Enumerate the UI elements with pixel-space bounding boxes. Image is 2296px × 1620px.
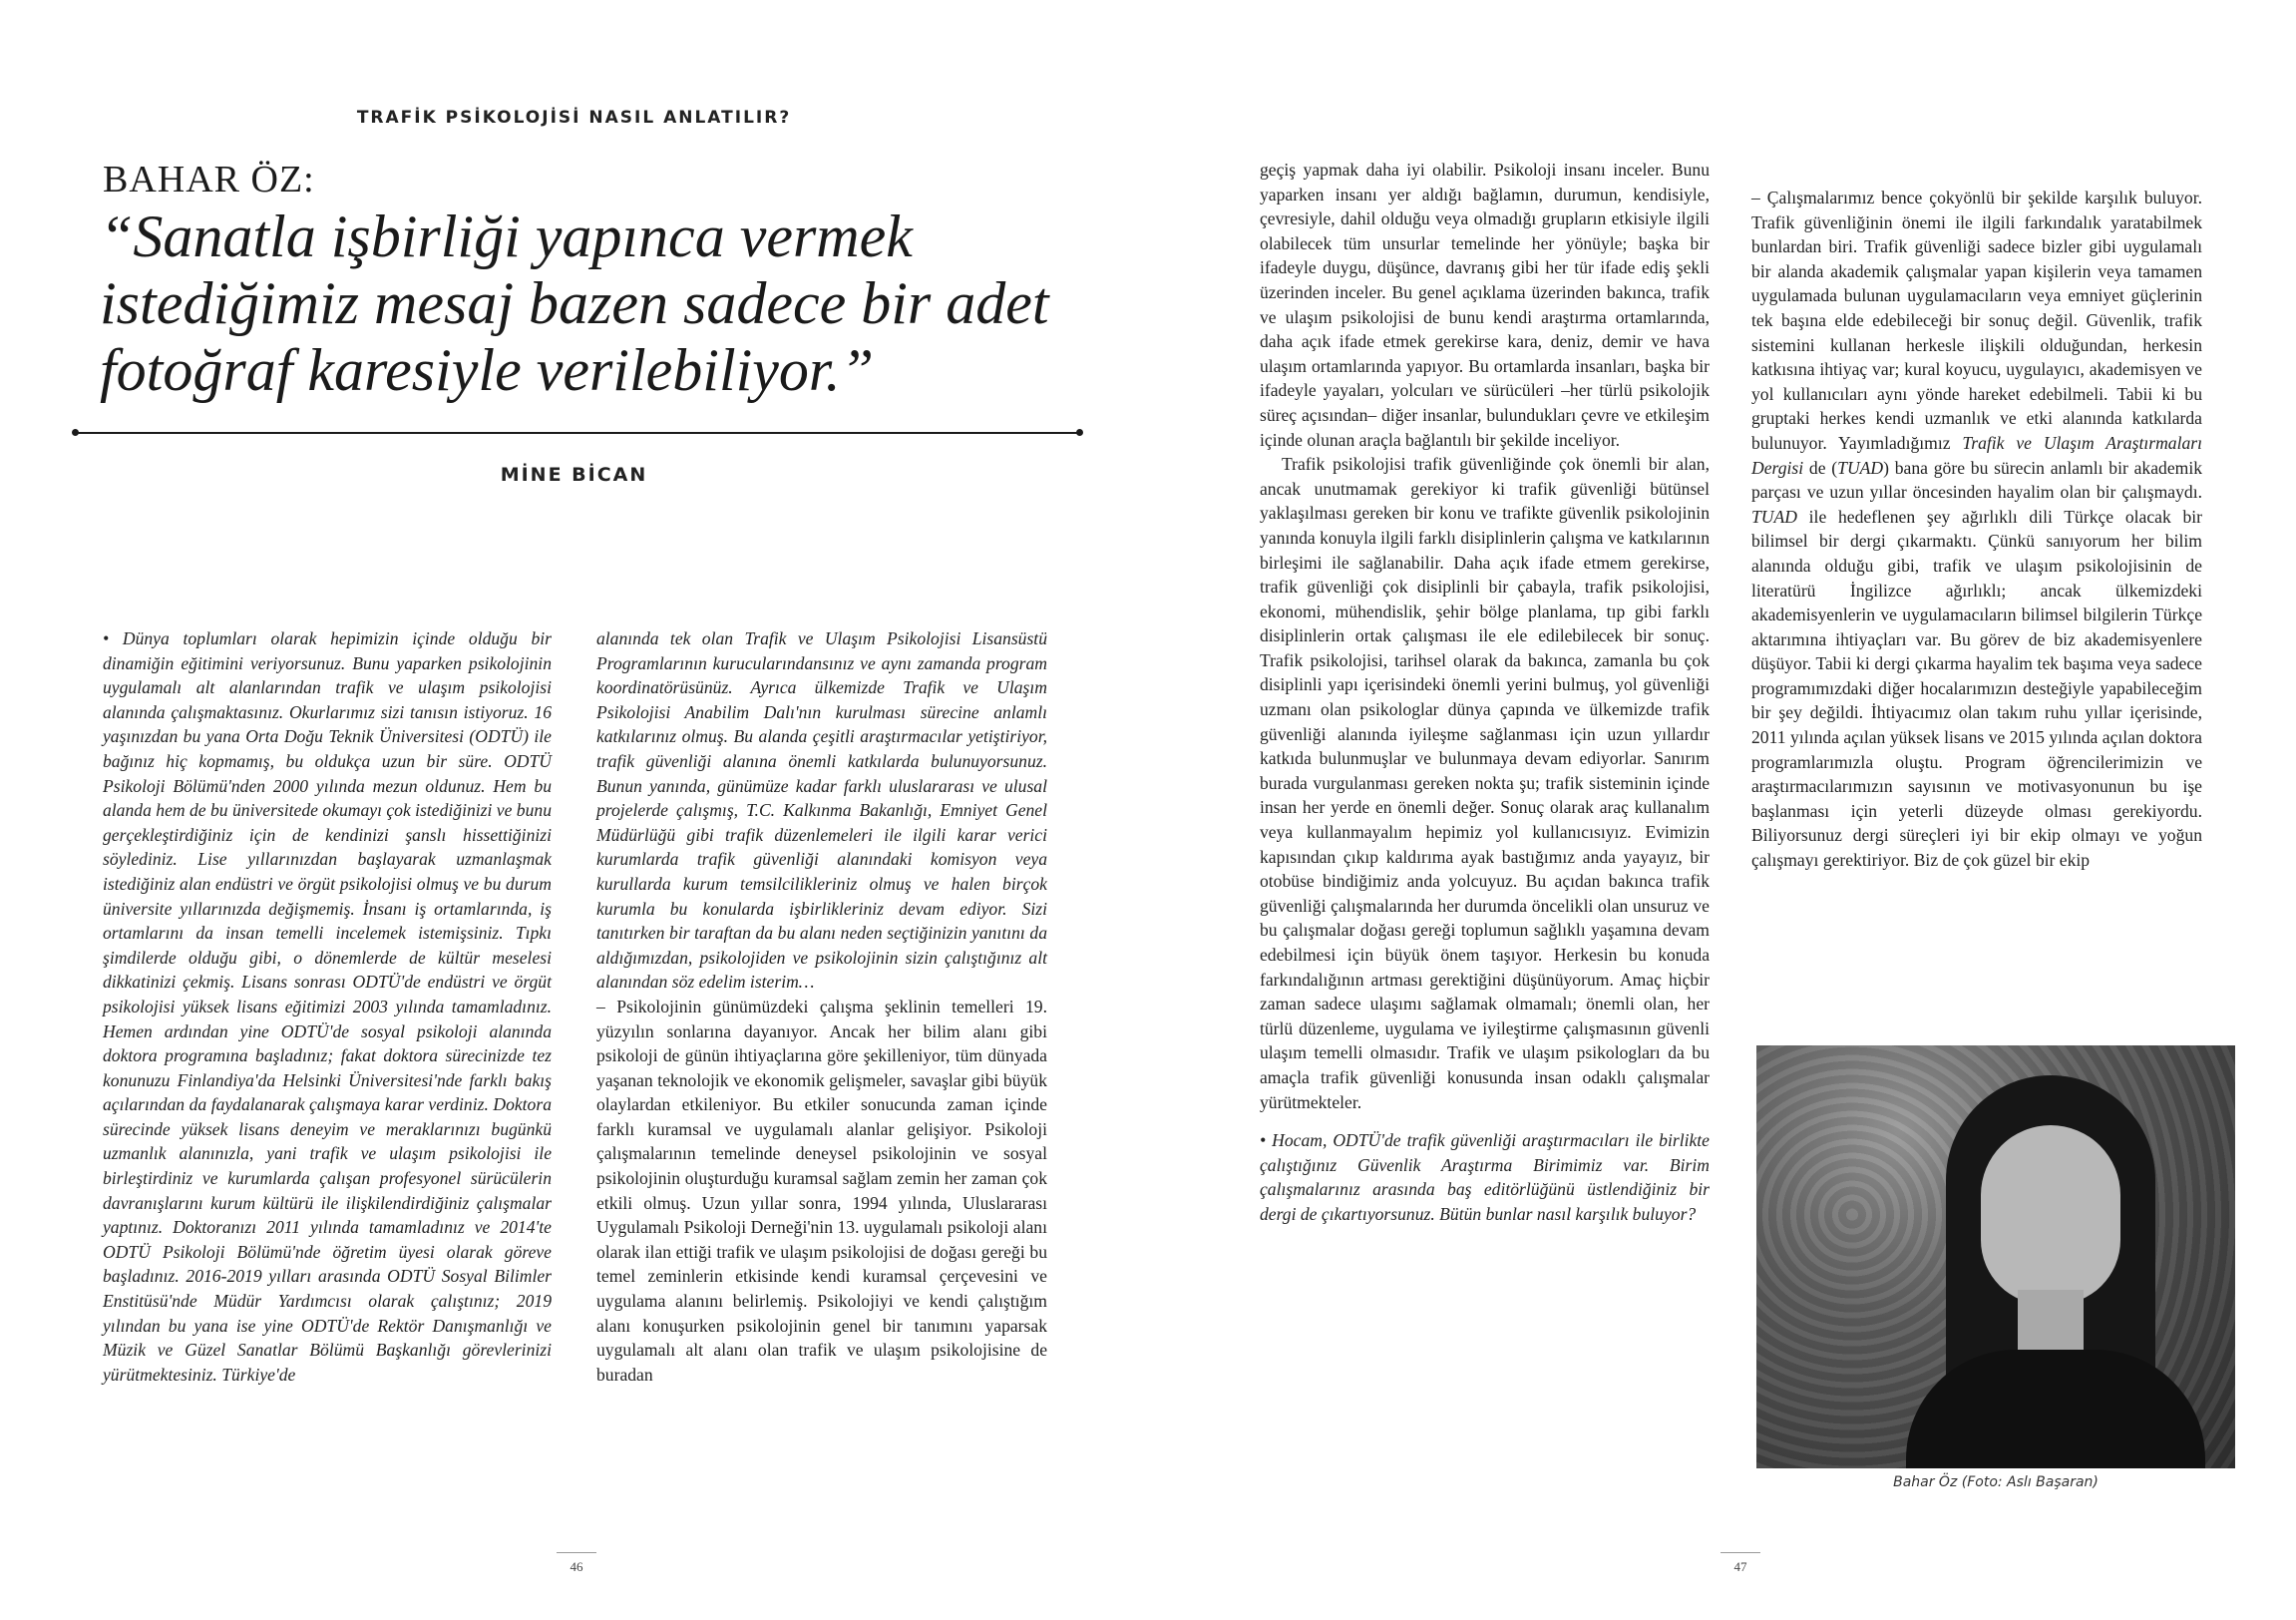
journal-name: Trafik ve Ulaşım Araştırmaları Dergisi [1751, 432, 2202, 478]
answer-paragraph: – Çalışmalarımız bence çokyönlü bir şekilde karşılık buluyor. Trafik güvenliğinin önemi ile ilgili farkındalık yaratabilmek bunlardan biri. Trafik güvenliği sadece bizler gibi uygulamalı bir alanda akademik çalışmalar yapan kişilerin veya tamamen uygulamada bulunan uygulamacıların veya emniyet güçlerinin tek başına elde edebileceği bir sonuç değil. Güvenlik, trafik sistemini kullanan herkesle ilişkili olduğundan, herkesin katkısına ihtiyaç var; kural koyucu, uygulayıcı, akademisyen ve yol kullanıcıları aynı yönde hareket edebilmeli. Tabii ki bu gruptaki herkes kendi uzmanlık ve etki alanında katkılarda bulunuyor. Yayımladığımız Trafik ve Ulaşım Araştırmaları Dergisi de (TUAD) bana göre bu sürecin anlamlı bir akademik parçası ve uzun yıllar öncesinden hayalim olan bir çalışmaydı. TUAD ile hedeflenen şey ağırlıklı dili Türkçe olacak bir bilimsel bir dergi çıkarmaktı. Çünkü sanıyorum her bilim alanında olduğu gibi, trafik ve ulaşım psikolojisinin de literatürü İngilizce ağırlıklı; ancak ülkemizdeki akademisyenlerin ve uygulamacıların bilimsel bilgilerin Türkçe aktarımına ihtiyaçları var. Bu görev de biz akademisyenlere düşüyor. Tabii ki dergi çıkarma hayalim tek başıma veya sadece programımızdaki diğer hocalarımızın desteğiyle yapabileceğim bir şey değildi. İhtiyacımız olan takım ruhu yıllar içerisinde, 2011 yılında açılan yüksek lisans ve 2015 yılında açılan doktora programlarımızla oluştu. Program öğrencilerimizin ve araştırmacılarımızın sayısının ve motivasyonunun bu işe başlanması için yeterli düzeyde olması gerekiyordu. Biliyorsunuz dergi süreçleri iyi bir ekip olmayı ve yoğun çalışmayı gerektiriyor. Biz de çok güzel bir ekip [1751, 188, 2203, 871]
journal-abbrev: TUAD [1751, 506, 1797, 527]
author-byline: MİNE BİCAN [500, 464, 648, 486]
question-paragraph: • Hocam, ODTÜ'de trafik güvenliği araştırmacıları ile birlikte çalıştığınız Güvenlik Araştırma Birimimiz var. Birim çalışmalarınız arasında baş editörlüğünü üstlendiğiniz bir dergi de çıkartıyorsunuz. Bütün bunlar nasıl karşılık buluyor? [1260, 1130, 1710, 1224]
question-paragraph: • Dünya toplumları olarak hepimizin içinde olduğu bir dinamiğin eğitimini veriyorsunuz. Bunu yaparken psikolojinin uygulamalı alt alanlarından trafik ve ulaşım psikolojisi alanında çalışmaktasınız. Okurlarımız sizi tanısın istiyoruz. 16 yaşınızdan bu yana Orta Doğu Teknik Üniversitesi (ODTÜ) ile bağınız hiç kopmamış, bu oldukça uzun bir süre. ODTÜ Psikoloji Bölümü'nden 2000 yılında mezun oldunuz. Hem bu alanda hem de bu üniversitede okumayı çok istediğinizi ve bunu gerçekleştirdiğiniz için de kendinizi şanslı hissettiğinizi söylediniz. Lise yıllarınızdan başlayarak uzmanlaşmak istediğiniz alan endüstri ve örgüt psikolojisi olmuş ve bu durum üniversite yıllarınızda değişmemiş. İnsanı iş ortamlarında, iş ortamlarını da insan temelli incelemek istemişsiniz. Tıpkı şimdilerde olduğu gibi, o dönemlerde de kültür meselesi dikkatinizi çekmiş. Lisans sonrası ODTÜ'de endüstri ve örgüt psikolojisi yüksek lisans eğitimizi 2003 yılında tamamladınız. Hemen ardından yine ODTÜ'de sosyal psikoloji alanında doktora programına başladınız; fakat doktora sürecinizde tez konunuzu Finlandiya'da Helsinki Üniversitesi'nde farklı bakış açılarından da faydalanarak çalışmaya karar verdiniz. Doktora sürecinde yüksek lisans deneyim ve meraklarınızı bugünkü uzmanlık alanınızla, yani trafik ve ulaşım psikolojisi ile birleştirdiniz ve kurumlarda çalışan profesyonel sürücülerin davranışlarını kurum kültürü ile ilişkilendirdiğiniz çalışmalar yaptınız. Doktoranızı 2011 yılında tamamladınız ve 2014'te ODTÜ Psikoloji Bölümü'nde öğretim üyesi olarak göreve başladınız. 2016-2019 yılları arasında ODTÜ Sosyal Bilimler Enstitüsü'nde Müdür Yardımcısı olarak çalıştınız; 2019 yılından bu yana ise yine ODTÜ'de Rektör Danışmanlığı ve Müzik ve Güzel Sanatlar Bölümü Başkanlığı görevlerinizi yürütmektesiniz. Türkiye'de [103, 628, 552, 1385]
title-divider [76, 432, 1079, 434]
text-column-1 [103, 626, 552, 1387]
right-page [1148, 0, 2296, 1620]
page-number-right: 47 [1711, 1552, 1770, 1575]
text-column-4 [1751, 186, 2202, 873]
section-kicker: TRAFİK PSİKOLOJİSİ NASIL ANLATILIR? [356, 108, 792, 128]
headline-line: istediğimiz mesaj bazen sadece bir adet [100, 270, 1049, 336]
answer-paragraph: geçiş yapmak daha iyi olabilir. Psikoloji insanı inceler. Bunu yaparken insanı yer aldığı bağlamın, durumun, kendisiyle, çevresiyle, dahil olduğu veya olmadığı grupların etkisiyle ilgili olabilecek tüm unsurlar temelinde her yönüyle; başka bir ifadeyle duygu, düşünce, davranış gibi her tür ifade ediş şekli üzerinden inceler. Bu genel açıklama üzerinden bakınca, trafik ve ulaşım psikolojisi de bunu kendi araştırma ortamlarında, daha açık ifade etmek gerekirse kara, deniz, demir ve hava ulaşım ortamlarında yapıyor. Bu ortamlarda insanları, başka bir ifadeyle yayaları, yolcuları ve sürücüleri –her türlü psikolojik süreç açısından– diğer insanlar, bulundukları çevre ve etkileşim içinde olunan araçla bağlantılı bir şekilde inceliyor. [1260, 160, 1710, 450]
text-column-3 [1260, 158, 1710, 1227]
portrait-photo [1756, 1045, 2235, 1468]
headline-line: fotoğraf karesiyle verilebiliyor.” [100, 337, 874, 403]
headline-line: “Sanatla işbirliği yapınca vermek [100, 203, 913, 269]
photo-caption: Bahar Öz (Foto: Aslı Başaran) [1893, 1474, 2099, 1490]
text-column-2 [596, 626, 1047, 1387]
answer-paragraph: – Psikolojinin günümüzdeki çalışma şeklinin temelleri 19. yüzyılın sonlarına dayanıyor. Ancak her bilim alanı gibi psikoloji de günün ihtiyaçlarına göre şekilleniyor, tüm dünyada yaşanan teknolojik ve ekonomik gelişmeler, savaşlar gibi büyük olaylardan etkileniyor. Bu etkiler sonucunda zaman içinde farklı kuramsal ve uygulamalı alanlar gelişiyor. Psikoloji çalışmalarının temelinde deneysel psikolojinin ve sosyal psikolojinin oluşturduğu kuramsal sağlam zemin her zaman çok etkili olmuş. Uzun yıllar sonra, 1994 yılında, Uluslararası Uygulamalı Psikoloji Derneği'nin 13. uygulamalı psikoloji alanı olarak ilan ettiği trafik ve ulaşım psikolojisi de doğası gereği bu temel zeminlerin etkisinde kendi kuramsal çerçevesini ve uygulama alanını belirlemiş. Psikolojiyi ve kendi çalıştığım alanı konuşurken psikolojinin genel bir tanımını yaparsak uygulamalı alt alanı olan trafik ve ulaşım psikolojisine de buradan [596, 996, 1047, 1385]
journal-abbrev: TUAD [1837, 457, 1884, 478]
interviewee-name: BAHAR ÖZ: [103, 159, 315, 201]
headline-quote [100, 203, 1137, 404]
page-number-left: 46 [547, 1552, 606, 1575]
answer-paragraph: Trafik psikolojisi trafik güvenliğinde çok önemli bir alan, ancak unutmamak gerekiyor ki trafik güvenliği bütünsel yaklaşılması gereken bir konu ve trafikte güvenlik psikolojinin yanında konuyla ilgili farklı disiplinlerin çalışma ve katkılarının birleşimi ile sağlanabilir. Daha açık ifade etmem gerekirse, trafik güvenliği çok disiplinli bir çabayla, trafik psikolojisi, ekonomi, mühendislik, şehir bölge planlama, tıp gibi farklı disiplinlerin ortak çalışması ile ele edilebilecek bir sonuç. Trafik psikolojisi, tarihsel olarak da bakınca, zamanla bu çok disiplinli yapı içerisindeki önemli yerini bulmuş, yol güvenliği uzmanı olan psikologlar dünya çapında ve ülkemizde trafik güvenliği alanında iyileşme sağlanması için uzun yıllardır katkıda bulunmuşlar ve bulunmaya devam ediyorlar. Sanırım burada vurgulanması gereken nokta şu; trafik sisteminin içinde insan her yerde en önemli değer. Sonuç olarak araç kullanalım veya kullanmayalım hepimiz yol kullanıcısıyız. Evimizin kapısından çıkıp kaldırıma ayak bastığımız anda yayayız, bir otobüse bindiğimiz anda yolcuyuz. Bu açıdan bakınca trafik güvenliği çalışmalarında her durumda öncelikli olan unsuruz ve bu çalışmalar doğası gereği toplumun sağlıklı yaşamına devam edebilmesi için büyük önem taşıyor. Herkesin bu konuda farkındalığının artması gerektiğini düşünüyorum. Amaç hiçbir zaman sadece ulaşımı sağlamak olmamalı; önemli olan, her türlü düzenleme, uygulama ve iyileştirme çalışmasının güvenli ulaşım temelli olmasıdır. Trafik ve ulaşım psikologları da bu amaçla trafik güvenliği konusunda insan odaklı çalışmalar yürütmekteler. [1260, 454, 1710, 1112]
question-paragraph: alanında tek olan Trafik ve Ulaşım Psikolojisi Lisansüstü Programlarının kurucularındansınız ve aynı zamanda program koordinatörüsünüz. Ayrıca ülkemizde Trafik ve Ulaşım Psikolojisi Anabilim Dalı'nın kurulması sürecine anlamlı katkılarınız olmuş. Bu alanda çeşitli araştırmacılar yetiştiriyor, trafik güvenliği alanına önemli katkılarda bulunuyorsunuz. Bunun yanında, günümüze kadar farklı uluslararası ve ulusal projelerde çalışmış, T.C. Kalkınma Bakanlığı, Emniyet Genel Müdürlüğü gibi trafik düzenlemeleri ile ilgili karar verici kurumlarda trafik güvenliği alanındaki komisyon veya kurullarda kurum temsilcilikleriniz olmuş ve halen birçok kurumla bu konularda işbirlikleriniz devam ediyor. Sizi tanıtırken bir taraftan da bu alanı neden seçtiğinizin yanıtını da aldığımızdan, psikolojiden ve psikolojinin sizin çalıştığınız alt alanından söz edelim isterim… [596, 628, 1047, 993]
